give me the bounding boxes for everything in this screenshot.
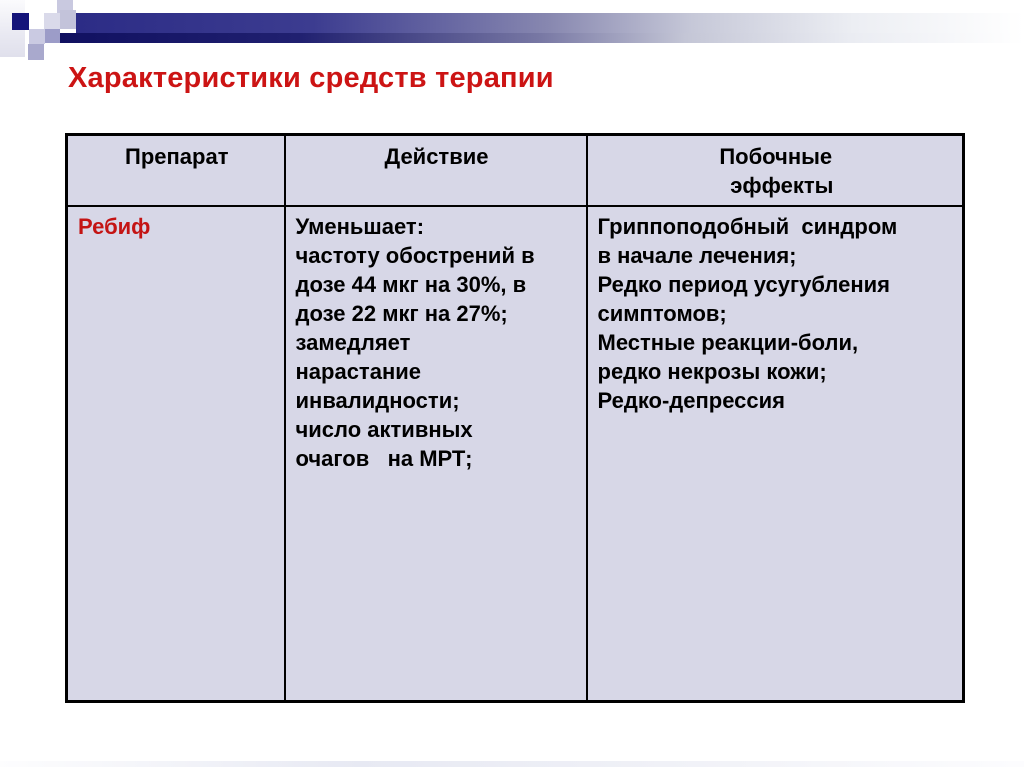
cell-side-effects <box>587 206 964 702</box>
header-cell-side-effects <box>587 135 964 207</box>
therapy-table <box>65 133 965 703</box>
decor-square-medium-1 <box>29 29 45 44</box>
header-label-side-effects: Побочные эффекты <box>719 144 834 198</box>
table-row <box>67 206 964 702</box>
decor-square-dark-navy <box>12 13 29 30</box>
bottom-gradient-bar <box>0 761 1024 767</box>
decor-square-bottom <box>28 44 44 60</box>
header-cell-drug <box>67 135 285 207</box>
top-gradient-bar-lower <box>57 33 1024 43</box>
decor-square-medium-2 <box>45 29 60 43</box>
header-label-drug: Препарат <box>125 144 229 169</box>
side-effects-text: Гриппоподобный синдром в начале лечения; Редко период усугубления симптомов; Местные реакции-боли, редко некрозы кожи; Редко-депрессия <box>597 214 898 413</box>
table-header-row <box>67 135 964 207</box>
slide-title: Характеристики средств терапии <box>68 62 554 94</box>
top-gradient-bar <box>76 13 1024 33</box>
decor-square-light-2 <box>60 10 76 29</box>
cell-action <box>285 206 587 702</box>
header-cell-action <box>285 135 587 207</box>
drug-name: Ребиф <box>78 214 151 239</box>
cell-drug <box>67 206 285 702</box>
decor-square-light-1 <box>44 13 60 29</box>
action-text: Уменьшает: частоту обострений в дозе 44 мкг на 30%, в дозе 22 мкг на 27%; замедляет нарастание инвалидности; число активных очагов на МРТ; <box>295 214 535 471</box>
header-label-action: Действие <box>384 144 489 169</box>
